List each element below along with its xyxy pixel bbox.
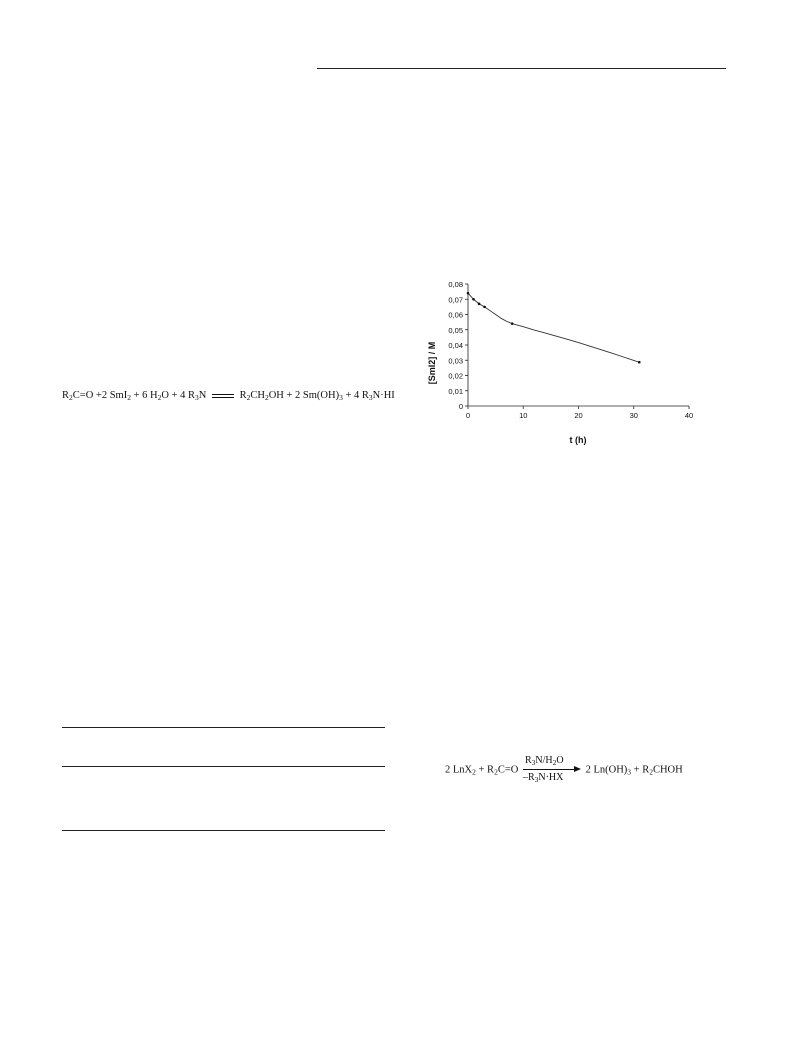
y-tick-label: 0,06 (448, 310, 463, 320)
data-point (638, 361, 641, 364)
x-tick-labels (466, 411, 693, 420)
chart-series (467, 292, 641, 406)
x-tick-label: 10 (519, 411, 528, 420)
y-tick-label: 0,05 (448, 325, 463, 335)
x-axis-label: t (h) (569, 435, 587, 445)
data-point (483, 306, 486, 309)
equilibrium-arrow-icon (212, 391, 234, 401)
arrow-reagents-above: $R_3N/H_2O$ (524, 755, 564, 767)
chart-axes (465, 284, 689, 409)
data-point (478, 303, 481, 306)
y-tick-label: 0,01 (448, 386, 463, 396)
smi2-series-line (468, 293, 639, 362)
data-point (467, 292, 470, 295)
x-tick-label: 40 (684, 411, 694, 420)
x-tick-label: 30 (629, 411, 638, 420)
y-tick-label: 0 (458, 402, 463, 411)
data-point (472, 298, 475, 301)
x-tick-label: 20 (574, 411, 583, 420)
y-tick-label: 0,02 (448, 371, 463, 381)
arrow-byproduct-below: $-R_3N\cdot HX$ (522, 772, 564, 784)
y-tick-label: 0,04 (448, 341, 463, 350)
reaction-equation-1: $R_2C=O +2$ SmI$_2$ + 6 $H_2O + 4$ $R_3N$ $R_2CH_2OH + 2$ $Sm(OH)_3 + 4$ $R_3N\cdot HI$ (62, 390, 395, 402)
reaction-equation-2: 2 $LnX_2 + R_2C=O$ $\frac{R_3N/H_2O}{-R_3N\cdot HX}$ 2 $Ln(OH)_3$ + $R_2CHOH$ (445, 755, 683, 784)
data-point (511, 322, 514, 325)
y-tick-labels (448, 280, 463, 411)
y-tick-label: 0,08 (448, 280, 463, 289)
table-mid-rule (62, 766, 385, 767)
y-tick-label: 0,07 (448, 295, 463, 305)
smi2-decay-chart (418, 275, 698, 450)
x-tick-label: 0 (465, 411, 471, 420)
header-rule (317, 68, 726, 69)
y-axis-label: [SmI2] / M (427, 341, 437, 385)
table-bottom-rule (62, 830, 385, 831)
y-tick-label: 0,03 (448, 356, 463, 366)
table-top-rule (62, 727, 385, 728)
reaction-arrow-icon (523, 755, 581, 785)
